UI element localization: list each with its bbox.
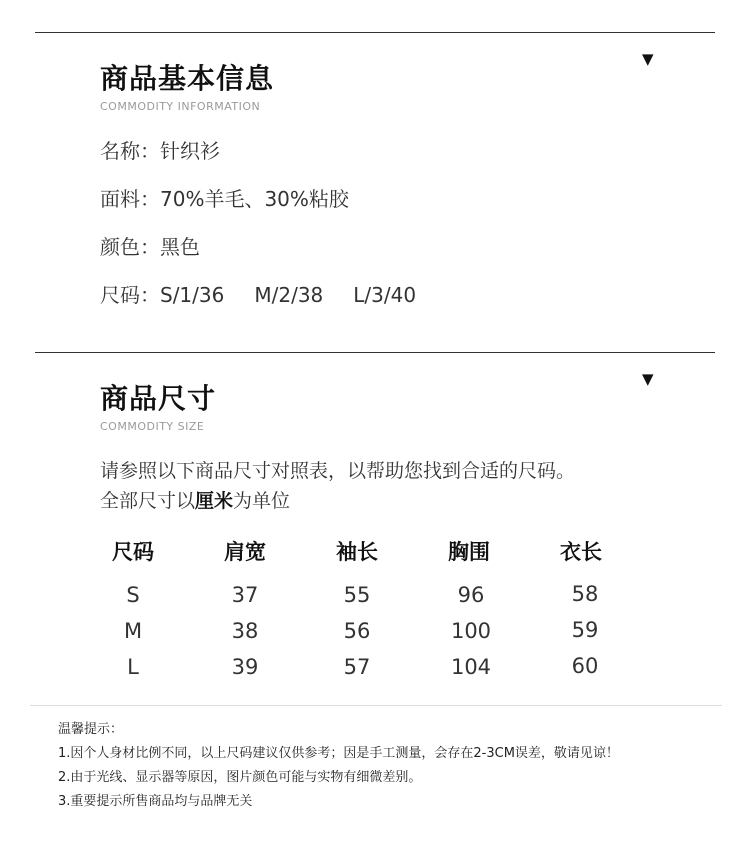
size-option-m: M/2/38 (254, 283, 324, 307)
middle-divider (35, 352, 715, 353)
size-intro-line-1: 请参照以下商品尺寸对照表，以帮助您找到合适的尺码。 (100, 460, 576, 482)
table-cell: M (123, 619, 143, 643)
tips-title: 温馨提示： (58, 722, 124, 737)
table-cell: 60 (571, 654, 599, 678)
table-cell: 58 (571, 582, 599, 606)
table-cell: 104 (450, 655, 492, 679)
color-row: 颜色：黑色 (100, 235, 200, 259)
table-header-length: 衣长 (560, 540, 602, 564)
size-row-label: 尺码： (100, 283, 160, 307)
intro-suffix: 为单位 (233, 490, 291, 512)
table-cell: 57 (343, 655, 371, 679)
tips-divider (30, 705, 722, 706)
intro-prefix: 全部尺寸以 (100, 490, 196, 512)
table-cell: 100 (450, 619, 492, 643)
basic-info-title: 商品基本信息 (100, 62, 275, 95)
fabric-row: 面料：70%羊毛、30%粘胶 (100, 187, 349, 211)
size-section-title: 商品尺寸 (100, 382, 217, 415)
tip-item-2: 2.由于光线、显示器等原因，图片颜色可能与实物有细微差别。 (58, 770, 422, 785)
basic-info-subtitle: COMMODITY INFORMATION (100, 100, 261, 113)
table-header-sleeve: 袖长 (336, 540, 378, 564)
table-cell: 96 (457, 583, 485, 607)
table-cell: 59 (571, 618, 599, 642)
size-option-l: L/3/40 (353, 283, 417, 307)
top-divider (35, 32, 715, 33)
name-row: 名称：针织衫 (100, 139, 220, 163)
table-cell: L (127, 655, 139, 679)
size-section-toggle-icon[interactable]: ▼ (642, 370, 654, 388)
table-cell: 56 (343, 619, 371, 643)
table-cell: 37 (231, 583, 259, 607)
table-header-size: 尺码 (112, 540, 154, 564)
table-header-shoulder: 肩宽 (224, 540, 266, 564)
tip-item-3: 3.重要提示所售商品均与品牌无关 (58, 794, 253, 809)
basic-info-toggle-icon[interactable]: ▼ (642, 50, 654, 68)
size-options (160, 283, 446, 307)
intro-unit-bold: 厘米 (195, 490, 234, 512)
table-cell: 38 (231, 619, 259, 643)
table-cell: 39 (231, 655, 259, 679)
table-cell: 55 (343, 583, 371, 607)
size-intro-line-2 (100, 492, 290, 511)
size-section-subtitle: COMMODITY SIZE (100, 420, 205, 433)
table-cell: S (126, 583, 140, 607)
table-header-chest: 胸围 (448, 540, 490, 564)
size-row (100, 285, 446, 305)
size-option-s: S/1/36 (160, 283, 225, 307)
tip-item-1: 1.因个人身材比例不同，以上尺码建议仅供参考；因是手工测量，会存在2-3CM误差，敬请见谅！ (58, 746, 619, 761)
